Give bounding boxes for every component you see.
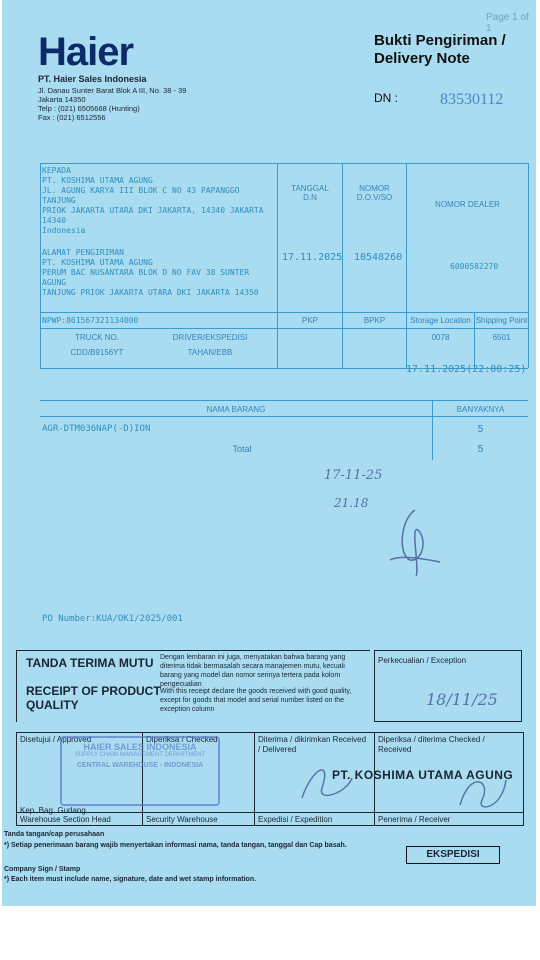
- driver-label: DRIVER/EKSPEDISI: [172, 333, 248, 342]
- shipping-point-value: 6501: [492, 333, 511, 342]
- nama-barang-header: NAMA BARANG: [206, 405, 266, 414]
- shipping-address-block: ALAMAT PENGIRIMAN PT. KOSHIMA UTAMA AGUNG PERUM BAC NUSANTARA BLOK D NO FAV 38 SUNTER AGUNG TANJUNG PRIOK JAKARTA UTARA DKI JAKARTA 14350: [42, 248, 259, 297]
- security-label: Security Warehouse: [146, 815, 218, 824]
- bpkp-label: BPKP: [363, 316, 386, 325]
- npwp: NPWP:861567321134000: [42, 316, 139, 325]
- tanda-terima-title: TANDA TERIMA MUTU: [26, 656, 154, 670]
- handwritten-time: 21.18: [334, 496, 369, 510]
- handwritten-signature-3: [452, 760, 512, 820]
- delivery-note-page: [2, 0, 536, 906]
- kepada-block: KEPADA PT. KOSHIMA UTAMA AGUNG JL. AGUNG KARYA III BLOK C NO 43 PAPANGGO TANJUNG PRIOK JAKARTA UTARA DKI JAKARTA, 14340 JAKARTA 14340 Indonesia: [42, 166, 264, 235]
- driver-value: TAHAN/EBB: [187, 348, 233, 357]
- document-title: Bukti Pengiriman / Delivery Note: [374, 32, 506, 67]
- expedition-label: Expedisi / Expedition: [258, 815, 333, 824]
- dn-label: DN :: [374, 91, 398, 105]
- dealer-value: 6000582270: [450, 262, 499, 271]
- warehouse-stamp: HAIER SALES INDONESIA SUPPLY CHAIN MANAGEMENT DEPARTMENT CENTRAL WAREHOUSE - INDONESIA: [60, 736, 220, 806]
- note-en: *) Each item must include name, signature, date and wet stamp information.: [4, 876, 257, 883]
- dn-number: 83530112: [440, 91, 504, 108]
- storage-location-label: Storage Location: [410, 316, 471, 325]
- item-qty: 5: [477, 424, 484, 435]
- nomor-header: NOMOR D.O.V/SO: [356, 184, 393, 202]
- checked-label: Diperiksa / Checked: [146, 735, 218, 744]
- receiver-label: Penerima / Receiver: [378, 815, 451, 824]
- total-qty: 5: [477, 444, 484, 455]
- pkp-label: PKP: [301, 316, 318, 325]
- tanda-tangan-label: Tanda tangan/cap perusahaan: [4, 831, 105, 838]
- company-address: Jl. Danau Sunter Barat Blok A III, No. 38 - 39 Jakarta 14350 Telp : (021) 6505668 (Hunting) Fax : (021) 6512556: [38, 86, 187, 122]
- exception-label: Perkecualian / Exception: [378, 656, 467, 665]
- timestamp: 17.11.2025(22:00:25): [406, 364, 527, 375]
- storage-location-value: 0078: [431, 333, 450, 342]
- warehouse-section-head: Kep. Bag. Gudang: [20, 806, 86, 815]
- item-name: AGR-DTM036NAP(-D)ION: [42, 424, 151, 434]
- truck-no-value: CDD/B9156YT: [70, 348, 124, 357]
- receipt-text: With this receipt declare the goods received with good quality, except for goods that model and serial number listed on the exception column: [160, 688, 352, 713]
- total-label: Total: [232, 444, 252, 454]
- ekspedisi-copy-label: EKSPEDISI: [406, 846, 500, 864]
- checked-received-label: Diperiksa / diterima Checked / Received: [378, 735, 485, 754]
- company-name: PT. Haier Sales Indonesia: [38, 74, 147, 84]
- handwritten-signature-2: [292, 748, 362, 808]
- po-number: PO Number:KUA/OK1/2025/001: [42, 614, 183, 624]
- nomor-value: 10548260: [354, 252, 403, 263]
- page-number: Page 1 of 1: [486, 12, 529, 34]
- banyaknya-header: BANYAKNYA: [456, 405, 505, 414]
- handwritten-signature-1: [380, 500, 450, 580]
- company-sign-label: Company Sign / Stamp: [4, 866, 81, 873]
- truck-no-label: TRUCK NO.: [75, 333, 119, 342]
- received-delivered-label: Diterima / dikirimkan Received / Delivered: [258, 735, 367, 754]
- note-id: *) Setiap penerimaan barang wajib menyertakan informasi nama, tanda tangan, tanggal dan Cap basah.: [4, 842, 347, 849]
- receipt-title: RECEIPT OF PRODUCT QUALITY: [26, 684, 161, 712]
- handwritten-date-2: 18/11/25: [426, 690, 498, 709]
- tanggal-header: TANGGAL D.N: [291, 184, 329, 202]
- tanggal-value: 17.11.2025: [282, 252, 343, 263]
- haier-logo: Haier: [38, 30, 134, 74]
- nomor-dealer-header: NOMOR DEALER: [435, 200, 500, 209]
- handwritten-date: 17-11-25: [324, 468, 383, 483]
- shipping-point-label: Shipping Point: [475, 316, 528, 325]
- warehouse-head-label: Warehouse Section Head: [20, 815, 111, 824]
- approved-label: Disetujui / Approved: [20, 735, 92, 744]
- tanda-terima-text: Dengan lembaran ini juga, menyatakan bahwa barang yang diterima tidak bermasalah secara manajemen mutu, kecuali barang yang model dan nomor serinya tertera pada kolom pengecualian: [160, 654, 346, 688]
- company-stamp: PT. KOSHIMA UTAMA AGUNG: [332, 768, 514, 782]
